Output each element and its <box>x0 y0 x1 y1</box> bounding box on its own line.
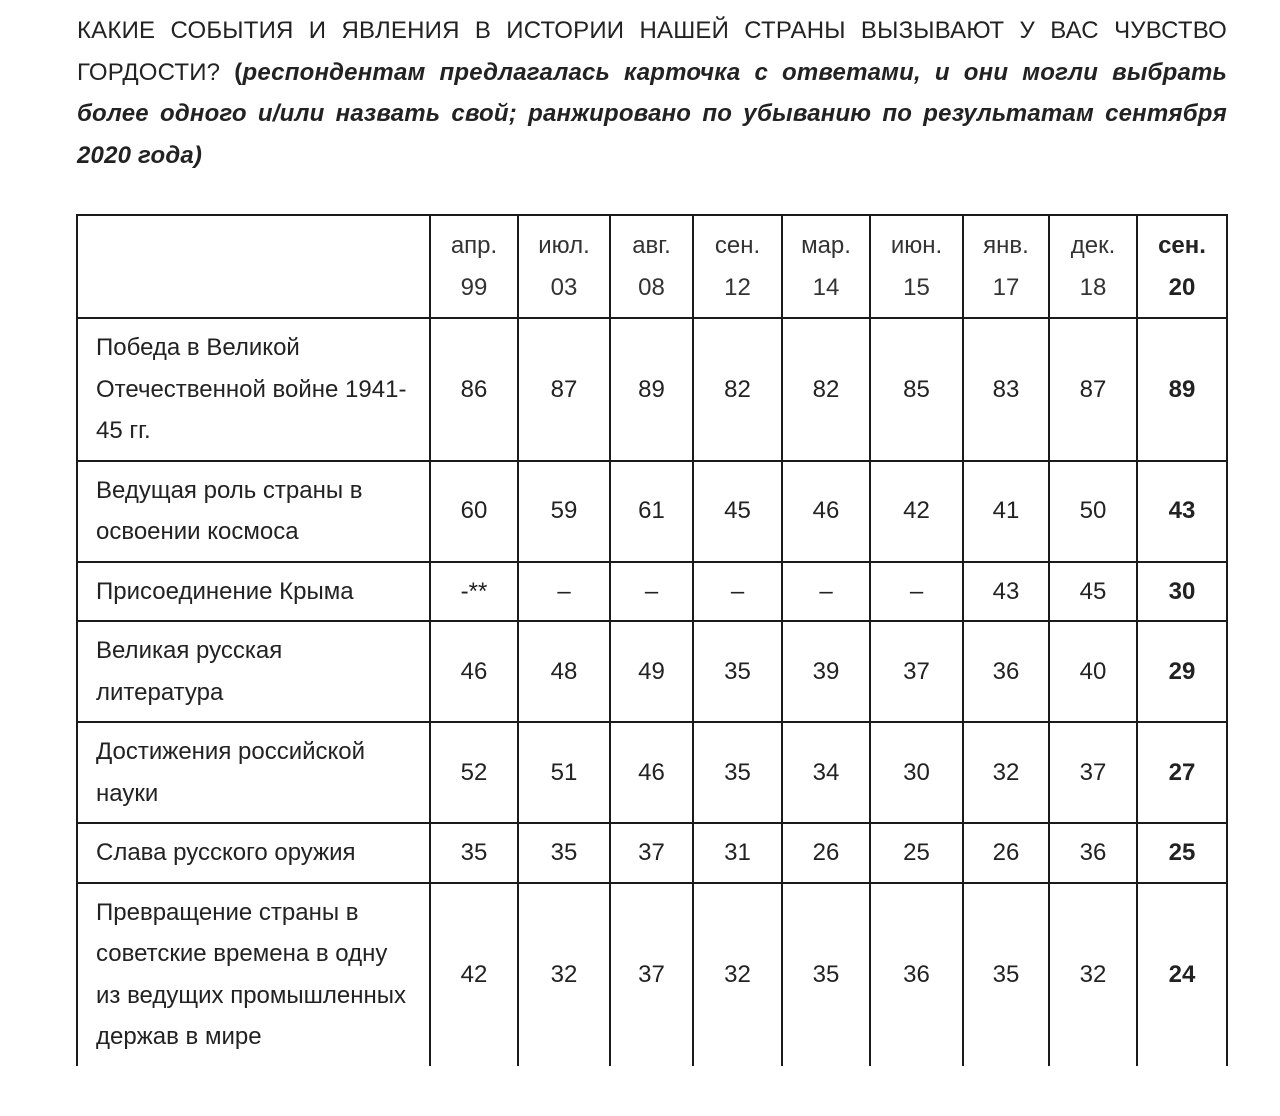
value-cell: 37 <box>610 823 693 883</box>
header-col-dec18: дек. 18 <box>1049 215 1137 318</box>
value-cell: 29 <box>1137 621 1227 722</box>
value-cell: -** <box>430 562 518 622</box>
value-cell: 50 <box>1049 461 1137 562</box>
row-label: Великая русская литература <box>77 621 430 722</box>
value-cell: 82 <box>782 318 870 461</box>
value-cell: 37 <box>1049 722 1137 823</box>
value-cell: 46 <box>782 461 870 562</box>
row-label: Присоединение Крыма <box>77 562 430 622</box>
value-cell: 32 <box>518 883 610 1066</box>
table-row <box>77 722 1227 823</box>
value-cell: 87 <box>518 318 610 461</box>
value-cell: 32 <box>963 722 1049 823</box>
value-cell: 86 <box>430 318 518 461</box>
value-cell: 26 <box>782 823 870 883</box>
value-cell: 35 <box>693 621 782 722</box>
table-row <box>77 461 1227 562</box>
value-cell: 45 <box>1049 562 1137 622</box>
value-cell: – <box>610 562 693 622</box>
value-cell: 25 <box>870 823 963 883</box>
value-cell: 31 <box>693 823 782 883</box>
value-cell: 89 <box>610 318 693 461</box>
value-cell: 26 <box>963 823 1049 883</box>
value-cell: 60 <box>430 461 518 562</box>
question-note: (респондентам предлагалась карточка с ответами, и они могли выбрать более одного и/или назвать свой; ранжировано по убыванию по результатам сентября 2020 года) <box>77 58 1227 169</box>
row-label: Ведущая роль страны в освоении космоса <box>77 461 430 562</box>
table-row <box>77 318 1227 461</box>
value-cell: – <box>518 562 610 622</box>
header-row <box>77 215 1227 318</box>
value-cell: 34 <box>782 722 870 823</box>
value-cell: 59 <box>518 461 610 562</box>
value-cell: 43 <box>1137 461 1227 562</box>
header-col-sep20: сен. 20 <box>1137 215 1227 318</box>
value-cell: 27 <box>1137 722 1227 823</box>
value-cell: 24 <box>1137 883 1227 1066</box>
value-cell: 89 <box>1137 318 1227 461</box>
value-cell: 46 <box>610 722 693 823</box>
value-cell: 39 <box>782 621 870 722</box>
value-cell: 25 <box>1137 823 1227 883</box>
value-cell: 32 <box>693 883 782 1066</box>
header-empty-cell <box>77 215 430 318</box>
value-cell: 35 <box>782 883 870 1066</box>
value-cell: 43 <box>963 562 1049 622</box>
value-cell: 35 <box>430 823 518 883</box>
value-cell: 36 <box>1049 823 1137 883</box>
row-label: Победа в Великой Отечественной войне 1941-45 гг. <box>77 318 430 461</box>
value-cell: 42 <box>870 461 963 562</box>
question-text: КАКИЕ СОБЫТИЯ И ЯВЛЕНИЯ В ИСТОРИИ НАШЕЙ СТРАНЫ ВЫЗЫВАЮТ У ВАС ЧУВСТВО ГОРДОСТИ? <box>77 17 1227 86</box>
question-note-text: респондентам предлагалась карточка с ответами, и они могли выбрать более одного и/или назвать свой; ранжировано по убыванию по результатам сентября 2020 года) <box>77 58 1227 169</box>
value-cell: 46 <box>430 621 518 722</box>
value-cell: 30 <box>1137 562 1227 622</box>
value-cell: 32 <box>1049 883 1137 1066</box>
header-col-aug08: авг. 08 <box>610 215 693 318</box>
value-cell: 51 <box>518 722 610 823</box>
value-cell: 35 <box>963 883 1049 1066</box>
value-cell: – <box>870 562 963 622</box>
value-cell: – <box>693 562 782 622</box>
value-cell: 35 <box>518 823 610 883</box>
value-cell: 87 <box>1049 318 1137 461</box>
value-cell: 45 <box>693 461 782 562</box>
value-cell: 36 <box>870 883 963 1066</box>
value-cell: 52 <box>430 722 518 823</box>
table-row <box>77 562 1227 622</box>
header-col-sep12: сен. 12 <box>693 215 782 318</box>
results-table <box>76 214 1228 1066</box>
value-cell: 83 <box>963 318 1049 461</box>
table-row <box>77 823 1227 883</box>
value-cell: 48 <box>518 621 610 722</box>
value-cell: 36 <box>963 621 1049 722</box>
value-cell: – <box>782 562 870 622</box>
value-cell: 30 <box>870 722 963 823</box>
value-cell: 85 <box>870 318 963 461</box>
header-col-jan17: янв. 17 <box>963 215 1049 318</box>
survey-question <box>77 10 1227 176</box>
header-col-mar14: мар. 14 <box>782 215 870 318</box>
value-cell: 82 <box>693 318 782 461</box>
row-label: Слава русского оружия <box>77 823 430 883</box>
value-cell: 40 <box>1049 621 1137 722</box>
header-col-jun15: июн. 15 <box>870 215 963 318</box>
table-body <box>77 318 1227 1066</box>
value-cell: 37 <box>870 621 963 722</box>
value-cell: 49 <box>610 621 693 722</box>
header-col-apr99: апр. 99 <box>430 215 518 318</box>
value-cell: 61 <box>610 461 693 562</box>
value-cell: 42 <box>430 883 518 1066</box>
row-label: Достижения российской науки <box>77 722 430 823</box>
table-row <box>77 621 1227 722</box>
header-col-jul03: июл. 03 <box>518 215 610 318</box>
row-label: Превращение страны в советские времена в одну из ведущих промышленных держав в мире <box>77 883 430 1066</box>
value-cell: 41 <box>963 461 1049 562</box>
table-row <box>77 883 1227 1066</box>
value-cell: 37 <box>610 883 693 1066</box>
value-cell: 35 <box>693 722 782 823</box>
